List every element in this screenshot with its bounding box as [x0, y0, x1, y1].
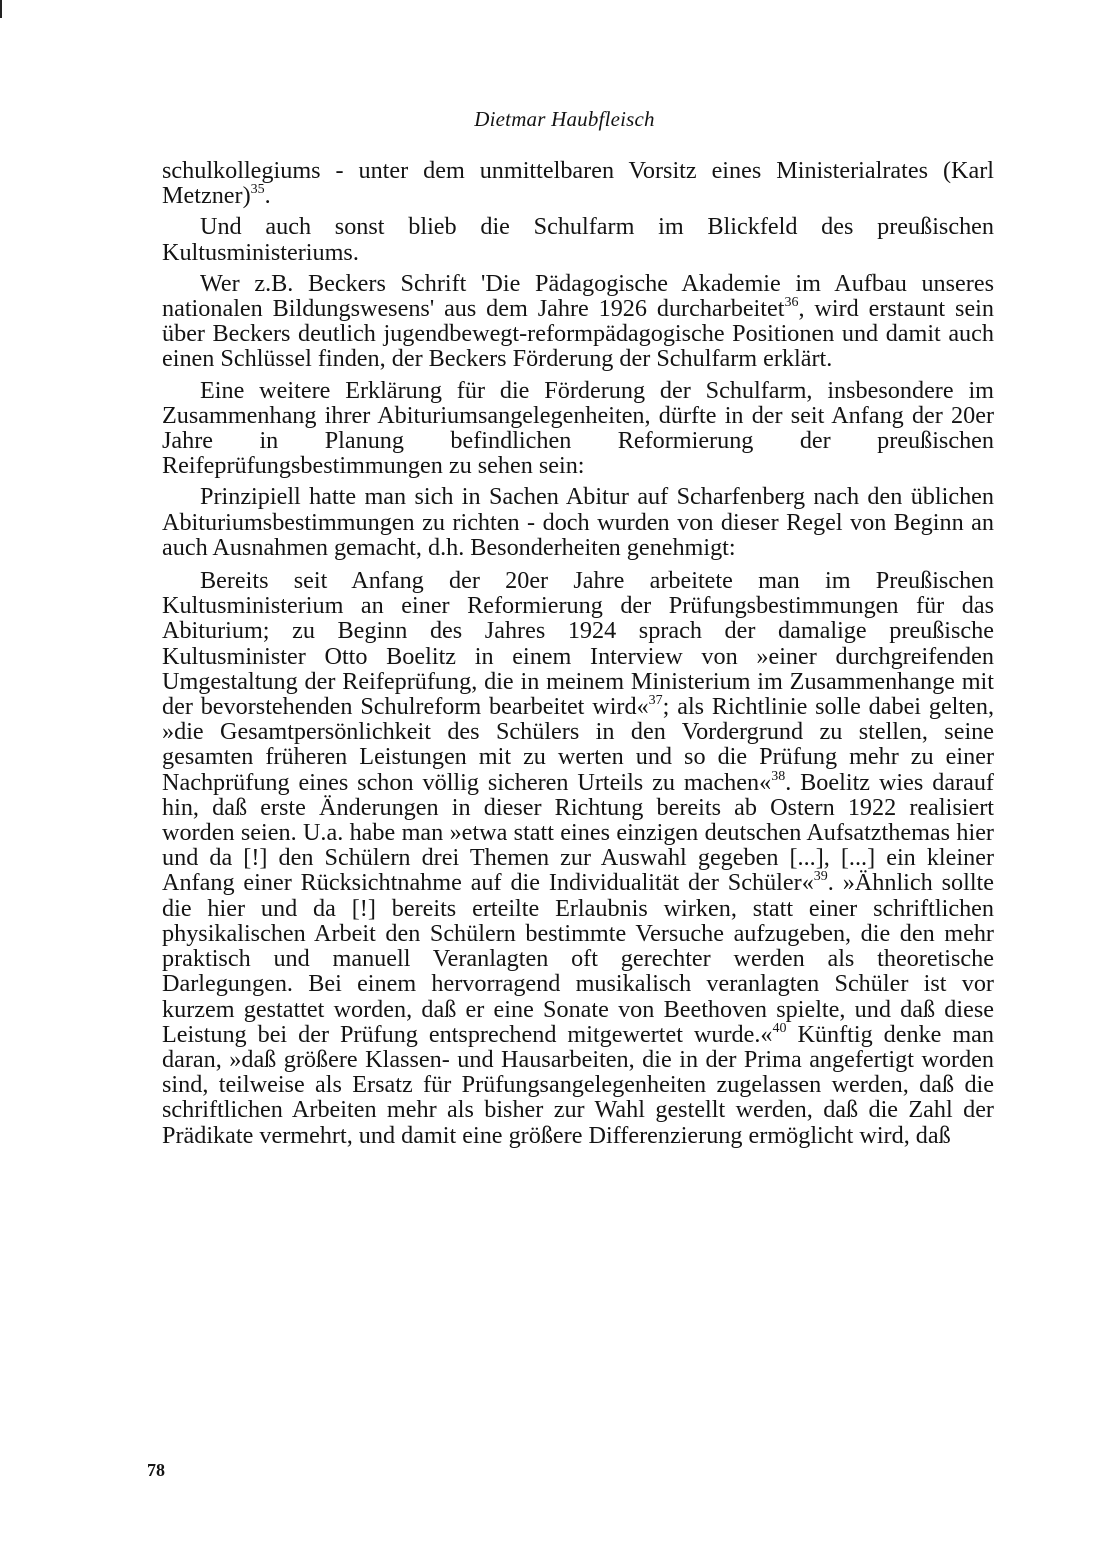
footnote-ref-39[interactable]: 39: [813, 869, 828, 885]
footnote-ref-38[interactable]: 38: [771, 768, 786, 784]
paragraph-4: Eine weitere Erklärung für die Förderung der Schulfarm, insbesondere im Zusammenhang ihrer Abituriumsangelegenheiten, dürfte in der seit Anfang der 20er Jahre in Planung befindlichen Reformierung der preußischen Reifeprüfungsbestimmungen zu sehen sein:: [162, 376, 994, 480]
paragraph-3: Wer z.B. Beckers Schrift 'Die Pädagogische Akademie im Aufbau unseres nationalen Bildungswesens' aus dem Jahre 1926 durcharbeitet$^{36}$, wird erstaunt sein über Beckers deutlich jugendbewegt-reformpädagogische Positionen und damit auch einen Schlüssel finden, der Beckers Förderung der Schulfarm erklärt.: [162, 269, 994, 373]
scan-edge-mark: [0, 0, 2, 18]
footnote-ref-40[interactable]: 40: [772, 1020, 787, 1036]
paragraph-6: Bereits seit Anfang der 20er Jahre arbeitete man im Preußischen Kultusministerium an einer Reformierung der Prüfungsbestimmungen für das Abiturium; zu Beginn des Jahres 1924 sprach der damalige preußische Kultusminister Otto Boelitz in einem Interview von »einer durchgreifenden Umgestaltung der Reifeprüfung, die in meinem Ministerium im Zusammenhange mit der bevorstehenden Schulreform bearbeitet wird«$^{37}$; als Richtlinie solle dabei gelten, »die Gesamtpersönlichkeit des Schülers in den Vordergrund zu stellen, seine gesamten früheren Leistungen mit zu werten und so die Prüfung mehr zu einer Nachprüfung eines schon völlig sicheren Urteils zu machen«$^{38}$. Boelitz wies darauf hin, daß erste Änderungen in dieser Richtung bereits ab Ostern 1922 realisiert worden seien. U.a. habe man »etwa statt eines einzigen deutschen Aufsatzthemas hier und da [!] den Schülern drei Themen zur Auswahl gegeben [...], [...] ein kleiner Anfang einer Rücksichtnahme auf die Individualität der Schüler«$^{39}$. »Ähnlich sollte die hier und da [!] bereits erteilte Erlaubnis wirken, statt einer schriftlichen physikalischen Arbeit den Schülern bestimmte Versuche aufzugeben, die den mehr praktisch und manuell Veranlagten oft gerechter werden als theoretische Darlegungen. Bei einem hervorragend musikalisch veranlagten Schüler ist vor kurzem gestattet worden, daß er eine Sonate von Beethoven spielte, und daß diese Leistung bei der Prüfung entsprechend mitgewertet wurde.«$^{40}$ Künftig denke man daran, »daß größere Klassen- und Hausarbeiten, die in der Prima angefertigt worden sind, teilweise als Ersatz für Prüfungsangelegenheiten zugelassen werden, daß die schriftlichen Arbeiten mehr als bisher zur Wahl gestellt werden, daß die Zahl der Prädikate vermehrt, und damit eine größere Differenzierung ermöglicht wird, daß: [162, 567, 995, 1149]
paragraph-1: schulkollegiums - unter dem unmittelbaren Vorsitz eines Ministerialrates (Karl Metzner)$^{35}$.: [162, 157, 994, 210]
paragraph-5: Prinzipiell hatte man sich in Sachen Abitur auf Scharfenberg nach den üblichen Abituriumsbestimmungen zu richten - doch wurden von dieser Regel von Beginn an auch Ausnahmen gemacht, d.h. Besonderheiten genehmigt:: [162, 483, 994, 561]
paragraph-2: Und auch sonst blieb die Schulfarm im Blickfeld des preußischen Kultusministeriums.: [162, 213, 994, 266]
footnote-ref-37[interactable]: 37: [648, 693, 663, 708]
running-head: Dietmar Haubfleisch: [474, 107, 655, 131]
footnote-ref-36[interactable]: 36: [784, 294, 799, 310]
page-number: 78: [147, 1460, 165, 1480]
body-text: [162, 158, 994, 1154]
footnote-ref-35[interactable]: 35: [250, 182, 265, 198]
